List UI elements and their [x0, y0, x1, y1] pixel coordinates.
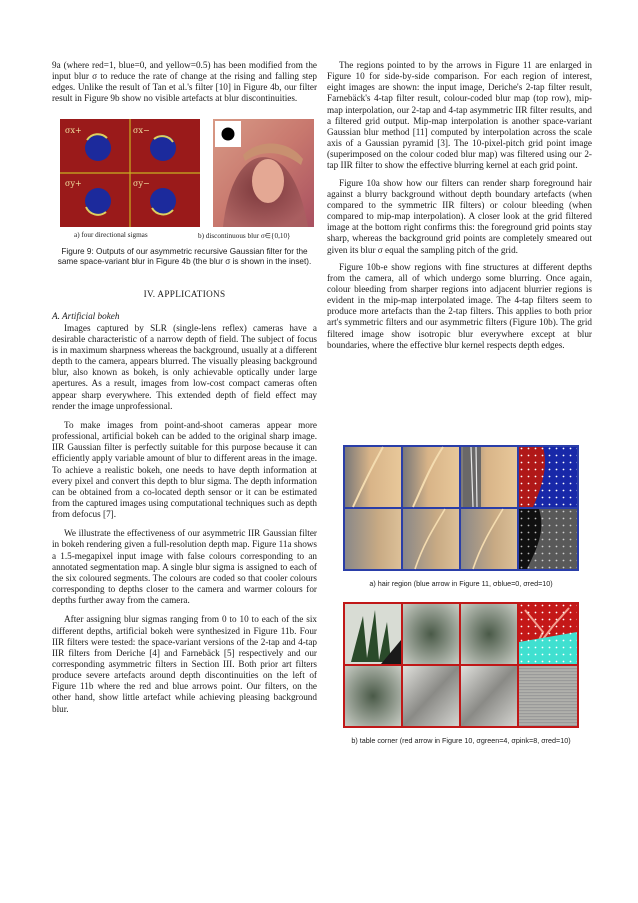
table-corner-montage	[343, 602, 579, 728]
body-paragraph: Images captured by SLR (single-lens reflex) cameras have a desirable characteristic of a narrow depth of field. The subject of focus is in maximum sharpness whereas the background, usually at a different depth to the camera, appears blurred. The visually pleasing background blur, also known as bokeh, is only achievable optically under large apertures. As a result, images from low-cost compact cameras often appear sharp everywhere. This extended depth of field effect may render the image unprofessional.	[52, 322, 317, 411]
figure-10a-caption: a) hair region (blue arrow in Figure 11, σblue=0, σred=10)	[369, 579, 553, 588]
subsection-heading: A. Artificial bokeh	[52, 310, 120, 321]
sigma-label-x-minus: σx−	[133, 125, 150, 135]
figure-9a-subcaption: a) four directional sigmas	[74, 230, 148, 239]
directional-sigma-panels	[60, 119, 200, 227]
body-paragraph: The regions pointed to by the arrows in Figure 11 are enlarged in Figure 10 for side-by-side comparison. For each region of interest, eight images are shown: the input image, Deriche's 2-tap filter result, Farnebäck's 4-tap filter result, colour-coded blur map (top row), mip-map interpolation, our 2-tap and 4-tap asymmetric IIR filter results, and a filtered grid output. Mip-map interpolation is another space-variant Gaussian blur method [11] computed by interpolation across the scale axis of a Gaussian pyramid [3]. The 10-pixel-pitch grid point image (superimposed on the colour coded blur map) was filtered using our 2-tap IIR filter to show the effective blurring kernel at each grid point.	[327, 60, 592, 171]
body-paragraph: To make images from point-and-shoot cameras appear more professional, artificial bokeh can be added to the original sharp image. IIR Gaussian filter is perfectly suitable for this purpose because it can efficiently apply variable amount of blur to different areas in the image. To achieve a realistic bokeh, one needs to have depth information at every pixel and convert this depth to blur sigma. The depth information can be obtained from a co-located depth sensor or it can be estimated from the captured images using computational techniques such as depth from defocus [7].	[52, 419, 317, 520]
sigma-label-x-plus: σx+	[65, 125, 82, 135]
figure-10b	[343, 602, 579, 745]
left-column	[52, 60, 317, 715]
figure-9b-subcaption: b) discontinuous blur σ∈{0,10}	[198, 231, 291, 240]
sigma-label-y-plus: σy+	[65, 178, 82, 188]
intro-paragraph: 9a (where red=1, blue=0, and yellow=0.5) has been modified from the input blur σ to reduce the rate of change at the rising and falling step edges. Unlike the result of Tan et al.'s filter [10] in Figure 4b, our filter result in Figure 9b show no visible artefacts at blur discontinuities.	[52, 60, 317, 104]
figure-10a	[343, 445, 579, 588]
figure-9	[52, 119, 317, 239]
body-paragraph: After assigning blur sigmas ranging from 0 to 10 to each of the six different depths, artificial bokeh were synthesized in Figure 11b. Four IIR filters were tested: the space-variant versions of the 2-tap and 4-tap IIR filters from Deriche [4] and Farnebäck [5] respectively and our corresponding asymmetric filters in Section III. Both prior art filters produce severe artefacts around depth discontinuities on the left of Figure 11b where the red and blue arrows point. Our filters, on the other hand, show little artefact while achieving pleasing background blur.	[52, 614, 317, 714]
right-column	[327, 60, 592, 351]
sigma-label-y-minus: σy−	[133, 178, 150, 188]
hair-region-montage	[343, 445, 579, 571]
figure-10b-caption: b) table corner (red arrow in Figure 10, σgreen=4, σpink=8, σred=10)	[351, 736, 571, 745]
section-heading: IV. APPLICATIONS	[143, 288, 226, 299]
discontinuous-blur-image	[213, 119, 314, 227]
body-paragraph: Figure 10a show how our filters can render sharp foreground hair against a blurry background without depth boundary artefacts (when compared to the symmetric IIR filters) or colour bleeding (when compared to mip-map interpolation). A closer look at the grid filtered image at the bottom right confirms this: the foreground grid points stay sharp, whereas the background grid points are completely smeared out given its blur σ equal the sampling pitch of the grid.	[327, 177, 592, 255]
body-paragraph: We illustrate the effectiveness of our asymmetric IIR Gaussian filter in bokeh rendering given a full-resolution depth map. Figure 11a shows a 1.5-megapixel input image with false colours corresponding to an annotated segmentation map. A single blur sigma is assigned to each of the six coloured segments. The colours are coded so that cooler colours corresponding to depths closer to the camera and warmer colours for depths further away from the camera.	[52, 528, 317, 606]
body-paragraph: Figure 10b-e show regions with fine structures at different depths from the camera, all of which undergo some blurring. Once again, colour bleeding from sharper regions into adjacent blurrier regions is evident in the mip-map interpolated image. The 4-tap filters seem to produce more artefacts than the 2-tap filters. This applies to both prior art's symmetric filters and our asymmetric filters (Figure 10b). The grid filtered image show isotropic blur everywhere except at blur boundaries, where the effective blur kernel respects depth edges.	[327, 261, 592, 350]
figure-9-caption: Figure 9: Outputs of our asymmetric recursive Gaussian filter for the same space-variant blur in Figure 4b (the blur σ is shown in the inset).	[57, 246, 312, 266]
